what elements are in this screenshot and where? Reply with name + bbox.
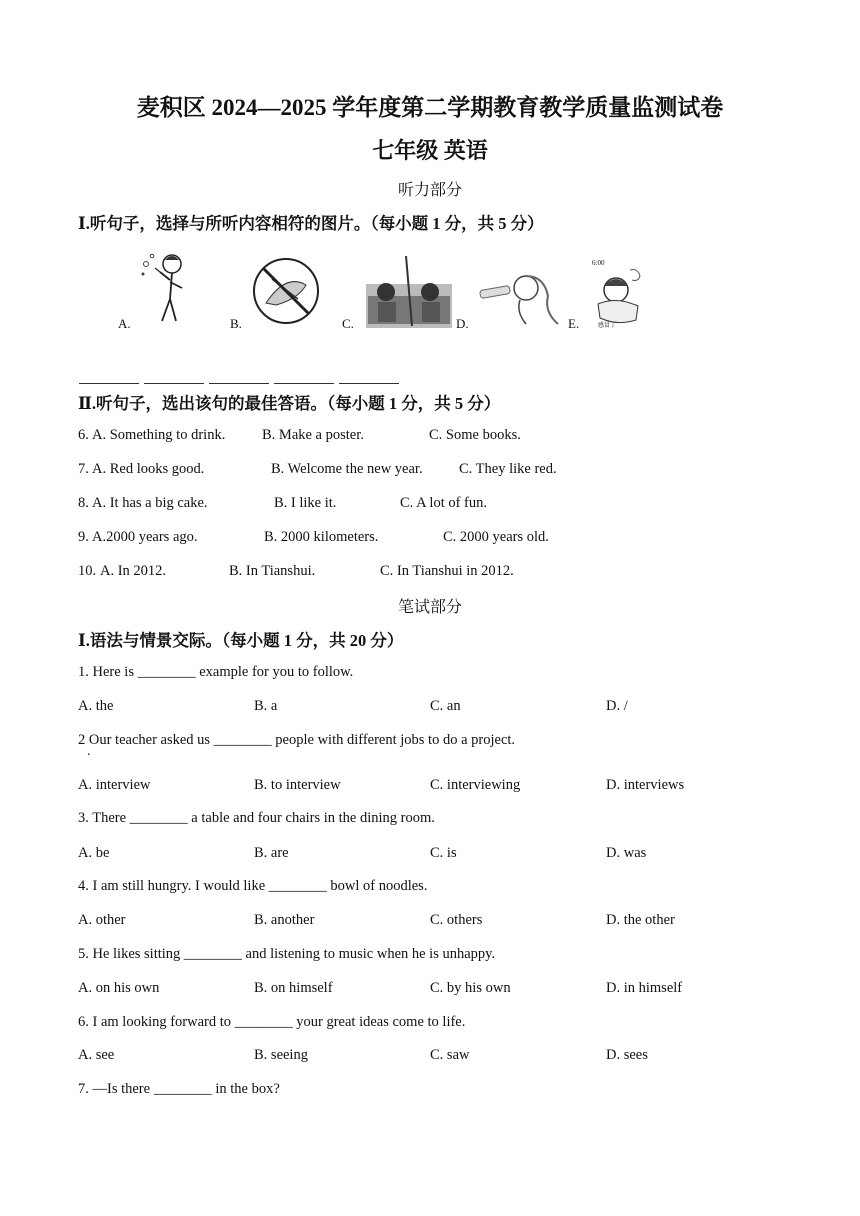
question-stem: 1. Here is ________ example for you to follow.: [78, 664, 354, 680]
girl-drinking-water-illustration: [476, 268, 562, 326]
option-c: C. They like red.: [459, 461, 557, 477]
option-a: A. Red looks good.: [92, 461, 205, 477]
exam-title: 麦积区 2024—2025 学年度第二学期教育教学质量监测试卷: [136, 95, 724, 120]
picture-e-time: 6:00: [592, 259, 605, 267]
option-d: D. interviews: [606, 777, 685, 793]
picture-letter-a: A.: [118, 316, 131, 331]
question-number: 10.: [78, 563, 97, 579]
option-d: D. /: [606, 698, 628, 714]
option-c: C. interviewing: [430, 777, 521, 793]
option-c: C. In Tianshui in 2012.: [380, 563, 514, 579]
option-a: A. interview: [78, 777, 151, 793]
picture-e-bubble: 感冒了: [598, 323, 617, 329]
listening-section1-title: Ⅰ.听句子，选择与所听内容相符的图片。（每小题 1 分，共 5 分）: [78, 214, 544, 233]
option-a: A. be: [78, 845, 110, 861]
option-a: A. see: [78, 1047, 115, 1063]
sick-girl-bed-illustration: [590, 260, 646, 328]
option-a: A. It has a big cake.: [92, 495, 208, 511]
option-c: C. 2000 years old.: [443, 529, 549, 545]
question-number: 6.: [78, 427, 89, 443]
option-c: C. A lot of fun.: [400, 495, 488, 511]
listening-section2-title: Ⅱ.听句子，选出该句的最佳答语。（每小题 1 分，共 5 分）: [78, 394, 501, 413]
question-stem: 7. —Is there ________ in the box?: [78, 1081, 280, 1097]
question-number: 8.: [78, 495, 89, 511]
answer-blanks: [79, 371, 404, 389]
question-number: 9.: [78, 529, 89, 545]
question-stem: 3. There ________ a table and four chairs in the dining room.: [78, 810, 435, 826]
picture-letter-b: B.: [230, 316, 242, 331]
option-b: B. Welcome the new year.: [271, 461, 423, 477]
option-b: B. are: [254, 845, 289, 861]
option-b: B. seeing: [254, 1047, 308, 1063]
option-b: B. a: [254, 698, 278, 714]
answer-blank[interactable]: [144, 382, 204, 384]
option-a: A. on his own: [78, 980, 160, 996]
question-number: 7.: [78, 461, 89, 477]
option-a: A. In 2012.: [100, 563, 167, 579]
writing-section1-title: Ⅰ.语法与情景交际。（每小题 1 分，共 20 分）: [78, 631, 404, 650]
answer-blank[interactable]: [339, 382, 399, 384]
question-stem: 2 Our teacher asked us ________ people with different jobs to do a project.: [78, 732, 516, 748]
question-stem: 5. He likes sitting ________ and listening to music when he is unhappy.: [78, 946, 496, 962]
option-c: C. others: [430, 912, 483, 928]
option-d: D. was: [606, 845, 647, 861]
question-stem: 6. I am looking forward to ________ your great ideas come to life.: [78, 1014, 466, 1030]
option-d: D. sees: [606, 1047, 648, 1063]
option-c: C. is: [430, 845, 457, 861]
answer-blank[interactable]: [79, 382, 139, 384]
option-d: D. the other: [606, 912, 675, 928]
picture-letter-e: E.: [568, 316, 580, 331]
picture-letter-c: C.: [342, 316, 354, 331]
option-a: A. other: [78, 912, 126, 928]
coughing-man-illustration: [138, 250, 198, 325]
option-b: B. another: [254, 912, 315, 928]
option-a: A.2000 years ago.: [92, 529, 198, 545]
option-c: C. an: [430, 698, 461, 714]
picture-letter-d: D.: [456, 316, 469, 331]
option-c: C. saw: [430, 1047, 470, 1063]
option-a: A. Something to drink.: [92, 427, 226, 443]
exam-subtitle: 七年级 英语: [372, 138, 488, 163]
option-b: B. Make a poster.: [262, 427, 364, 443]
table-tennis-players-illustration: [366, 256, 452, 328]
option-b: B. to interview: [254, 777, 341, 793]
answer-blank[interactable]: [209, 382, 269, 384]
option-b: B. I like it.: [274, 495, 337, 511]
option-b: B. on himself: [254, 980, 333, 996]
option-b: B. 2000 kilometers.: [264, 529, 379, 545]
listening-heading: 听力部分: [397, 182, 462, 199]
option-c: C. Some books.: [429, 427, 521, 443]
question-stem: 4. I am still hungry. I would like ________ bowl of noodles.: [78, 878, 428, 894]
no-food-sign-illustration: [250, 255, 322, 327]
answer-blank[interactable]: [274, 382, 334, 384]
option-b: B. In Tianshui.: [229, 563, 316, 579]
option-a: A. the: [78, 698, 114, 714]
writing-heading: 笔试部分: [397, 599, 462, 616]
stray-dot: .: [87, 744, 91, 759]
option-c: C. by his own: [430, 980, 511, 996]
option-d: D. in himself: [606, 980, 683, 996]
